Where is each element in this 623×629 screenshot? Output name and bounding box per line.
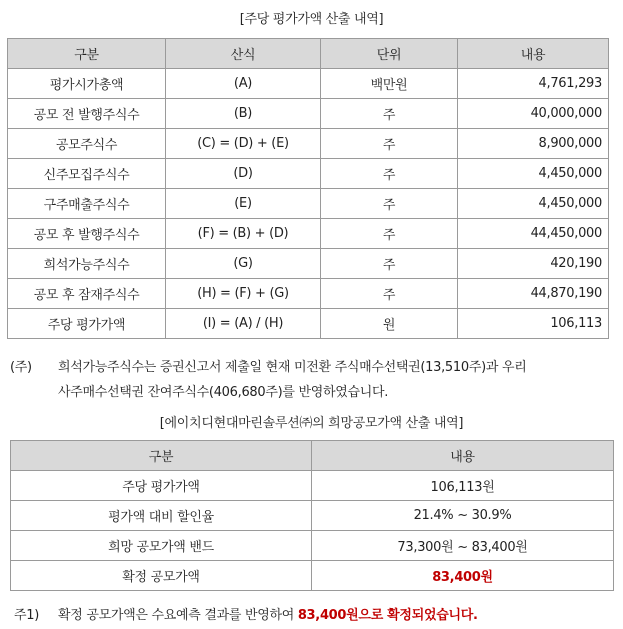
header-category: 구분 [11, 441, 312, 471]
note2-text [58, 604, 478, 623]
cell-formula: (B) [166, 99, 321, 129]
table-row [11, 471, 614, 501]
cell-unit: 주 [321, 159, 458, 189]
table1-title: [주당 평가가액 산출 내역] [239, 12, 384, 27]
header-formula: 산식 [166, 39, 321, 69]
cell-formula: (A) [166, 69, 321, 99]
table-row [11, 501, 614, 531]
note2-label: 주1) [14, 608, 40, 623]
table-row [8, 129, 609, 159]
cell-unit: 주 [321, 279, 458, 309]
cell-category: 희석가능주식수 [8, 249, 166, 279]
cell-unit: 주 [321, 189, 458, 219]
header-unit: 단위 [321, 39, 458, 69]
cell-unit: 백만원 [321, 69, 458, 99]
table-row [8, 99, 609, 129]
cell-unit: 주 [321, 249, 458, 279]
cell-unit: 주 [321, 99, 458, 129]
cell-value: 44,450,000 [458, 219, 609, 249]
note1-line1: 희석가능주식수는 증권신고서 제출일 현재 미전환 주식매수선택권(13,510주)과 우리 [58, 360, 527, 375]
cell-value: 4,450,000 [458, 189, 609, 219]
note2-text-before: 확정 공모가액은 수요예측 결과를 반영하여 [58, 608, 298, 623]
valuation-table [7, 38, 609, 339]
table-row [8, 69, 609, 99]
cell-unit: 주 [321, 129, 458, 159]
note1-line2: 사주매수선택권 잔여주식수(406,680주)를 반영하였습니다. [58, 385, 389, 400]
cell-value: 44,870,190 [458, 279, 609, 309]
cell-value: 73,300원 ~ 83,400원 [312, 531, 614, 561]
table-row [8, 279, 609, 309]
cell-category: 평가시가총액 [8, 69, 166, 99]
table-row [11, 561, 614, 591]
table-row [8, 309, 609, 339]
cell-formula: (I) = (A) / (H) [166, 309, 321, 339]
table-row [8, 219, 609, 249]
cell-category: 공모 후 잠재주식수 [8, 279, 166, 309]
cell-formula: (E) [166, 189, 321, 219]
cell-value: 40,000,000 [458, 99, 609, 129]
cell-value: 4,450,000 [458, 159, 609, 189]
note2-highlight: 83,400원으로 확정되었습니다. [297, 608, 478, 623]
cell-category: 공모 후 발행주식수 [8, 219, 166, 249]
cell-category: 주당 평가가액 [11, 471, 312, 501]
cell-value: 106,113원 [312, 471, 614, 501]
cell-category: 구주매출주식수 [8, 189, 166, 219]
cell-value: 106,113 [458, 309, 609, 339]
header-category: 구분 [8, 39, 166, 69]
cell-formula: (G) [166, 249, 321, 279]
cell-formula: (C) = (D) + (E) [166, 129, 321, 159]
cell-category: 신주모집주식수 [8, 159, 166, 189]
cell-value: 420,190 [458, 249, 609, 279]
table-header-row [11, 441, 614, 471]
cell-value: 21.4% ~ 30.9% [312, 501, 614, 531]
table-row [8, 189, 609, 219]
note1-label: (주) [10, 360, 32, 375]
table-row [11, 531, 614, 561]
header-value: 내용 [458, 39, 609, 69]
cell-unit: 주 [321, 219, 458, 249]
cell-category: 공모 전 발행주식수 [8, 99, 166, 129]
header-value: 내용 [312, 441, 614, 471]
cell-unit: 원 [321, 309, 458, 339]
confirmed-price-value: 83,400원 [312, 561, 614, 591]
cell-category: 확정 공모가액 [11, 561, 312, 591]
cell-category: 주당 평가가액 [8, 309, 166, 339]
cell-category: 평가액 대비 할인율 [11, 501, 312, 531]
cell-category: 희망 공모가액 밴드 [11, 531, 312, 561]
table-row [8, 159, 609, 189]
cell-formula: (D) [166, 159, 321, 189]
cell-value: 8,900,000 [458, 129, 609, 159]
cell-value: 4,761,293 [458, 69, 609, 99]
table-row [8, 249, 609, 279]
table-header-row [8, 39, 609, 69]
cell-category: 공모주식수 [8, 129, 166, 159]
cell-formula: (F) = (B) + (D) [166, 219, 321, 249]
cell-formula: (H) = (F) + (G) [166, 279, 321, 309]
table2-title: [에이치디현대마린솔루션㈜의 희망공모가액 산출 내역] [159, 416, 464, 431]
offering-price-table [10, 440, 614, 591]
